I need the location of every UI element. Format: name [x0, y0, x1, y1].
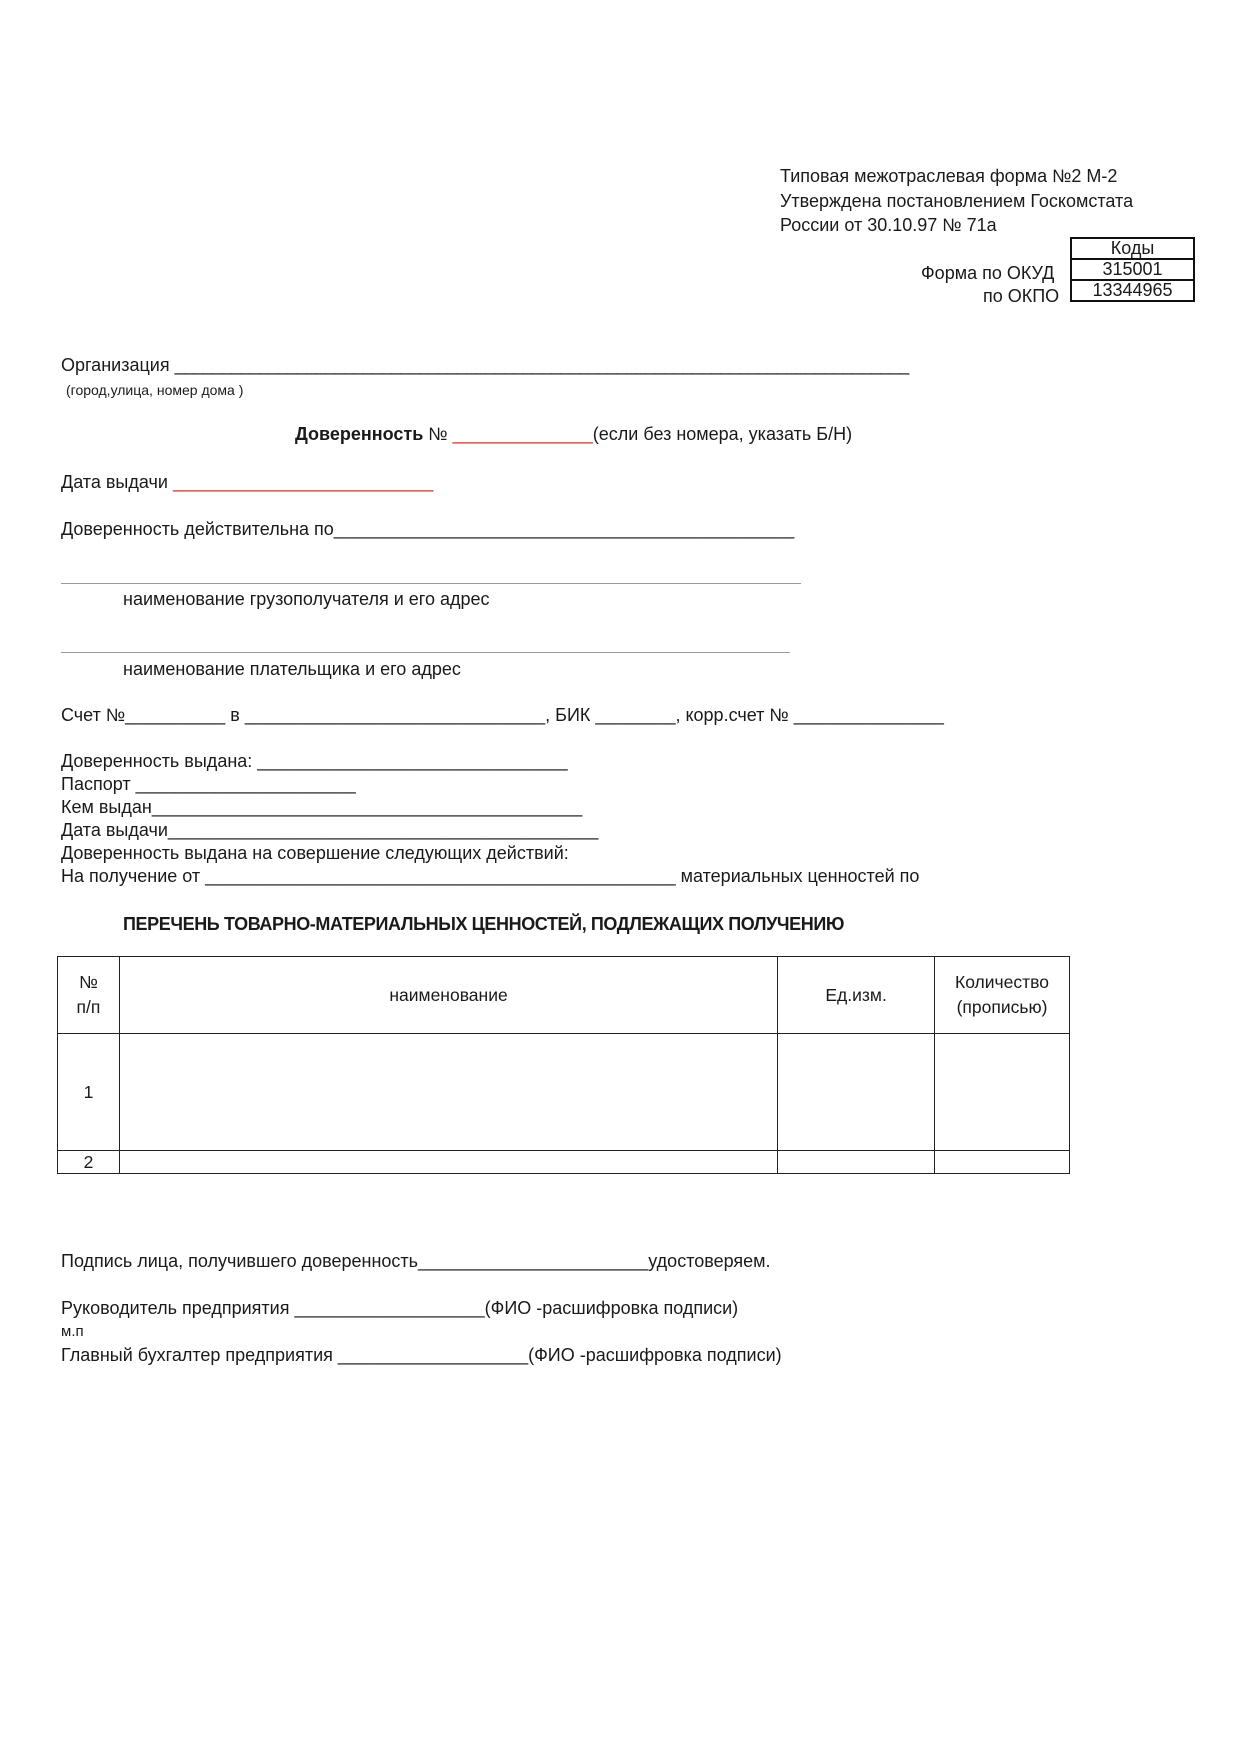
- col-qty-header-line2: (прописью): [956, 997, 1048, 1017]
- row-qty-cell[interactable]: [935, 1151, 1070, 1174]
- valid-until-field[interactable]: ______________________________________________: [333, 519, 795, 539]
- col-name-header: наименование: [119, 957, 777, 1034]
- organization-field[interactable]: ______________________________________________________________________________: [174, 355, 909, 375]
- table-header: [58, 957, 1070, 1034]
- payer-line[interactable]: [61, 652, 790, 653]
- okpo-label: по ОКПО: [983, 286, 1060, 306]
- account-row[interactable]: Счет №__________ в ______________________________, БИК ________, корр.счет № _______________: [61, 705, 944, 725]
- poa-number-sign: №: [428, 424, 448, 444]
- row-unit-cell[interactable]: [778, 1034, 935, 1151]
- okpo-value: 13344965: [1071, 280, 1194, 301]
- issue-date-field[interactable]: __________________________: [172, 472, 434, 492]
- row-unit-cell[interactable]: [778, 1151, 935, 1174]
- valid-until-label: Доверенность действительна по: [61, 519, 334, 539]
- list-title: ПЕРЕЧЕНЬ ТОВАРНО-МАТЕРИАЛЬНЫХ ЦЕННОСТЕЙ, ПОДЛЕЖАЩИХ ПОЛУЧЕНИЮ: [123, 914, 845, 934]
- passport-row[interactable]: Паспорт ______________________: [61, 774, 356, 794]
- issued-to-row: [61, 750, 568, 772]
- issue-date-row: [61, 471, 433, 493]
- organization-hint: (город,улица, номер дома ): [66, 382, 244, 398]
- row-num: 1: [58, 1034, 120, 1151]
- codes-box: [1070, 237, 1195, 302]
- approval-line: Утверждена постановлением Госкомстата: [780, 191, 1134, 211]
- col-qty-header: [935, 957, 1070, 1034]
- issued-to-label: Доверенность выдана:: [61, 751, 253, 771]
- consignee-line[interactable]: [61, 583, 801, 584]
- okud-label: Форма по ОКУД: [921, 263, 1055, 283]
- col-unit-header: Ед.изм.: [778, 957, 935, 1034]
- stamp-label: м.п: [61, 1323, 84, 1340]
- director-signature-row[interactable]: Руководитель предприятия ___________________(ФИО -расшифровка подписи): [61, 1298, 739, 1318]
- consignee-caption: наименование грузополучателя и его адрес: [123, 589, 490, 609]
- issued-by-row[interactable]: Кем выдан___________________________________________: [61, 797, 583, 817]
- row-name-cell[interactable]: [119, 1151, 777, 1174]
- row-qty-cell[interactable]: [935, 1034, 1070, 1151]
- recipient-signature-row[interactable]: Подпись лица, получившего доверенность_______________________удостоверяем.: [61, 1251, 771, 1271]
- actions-line: Доверенность выдана на совершение следующих действий:: [61, 843, 569, 863]
- poa-number-field[interactable]: ______________: [452, 424, 593, 444]
- col-num-header: [58, 957, 120, 1034]
- organization-row: [61, 354, 909, 376]
- poa-title-row: [295, 423, 852, 445]
- organization-label: Организация: [61, 355, 170, 375]
- valid-until-row: [61, 518, 794, 540]
- issued-date-row[interactable]: Дата выдачи___________________________________________: [61, 820, 599, 840]
- poa-title: Доверенность: [295, 424, 424, 444]
- poa-number-note: (если без номера, указать Б/Н): [592, 424, 853, 444]
- table-row: [58, 1151, 1070, 1174]
- okud-value: 315001: [1071, 259, 1194, 280]
- codes-title: Коды: [1071, 238, 1194, 259]
- receive-row[interactable]: На получение от _______________________________________________ материальных ценностей по: [61, 866, 920, 886]
- row-num: 2: [58, 1151, 120, 1174]
- issue-date-label: Дата выдачи: [61, 472, 168, 492]
- col-qty-header-line1: Количество: [955, 972, 1049, 992]
- payer-caption: наименование плательщика и его адрес: [123, 659, 461, 679]
- form-type-line: Типовая межотраслевая форма №2 М-2: [780, 166, 1118, 186]
- row-name-cell[interactable]: [119, 1034, 777, 1151]
- table-row: [58, 1034, 1070, 1151]
- col-num-header-line2: п/п: [76, 997, 101, 1017]
- issued-to-field[interactable]: _______________________________: [257, 751, 568, 771]
- accountant-signature-row[interactable]: Главный бухгалтер предприятия ___________________(ФИО -расшифровка подписи): [61, 1345, 782, 1365]
- items-table: [57, 956, 1070, 1174]
- col-num-header-line1: №: [79, 972, 98, 992]
- approval-date-line: России от 30.10.97 № 71а: [780, 215, 997, 235]
